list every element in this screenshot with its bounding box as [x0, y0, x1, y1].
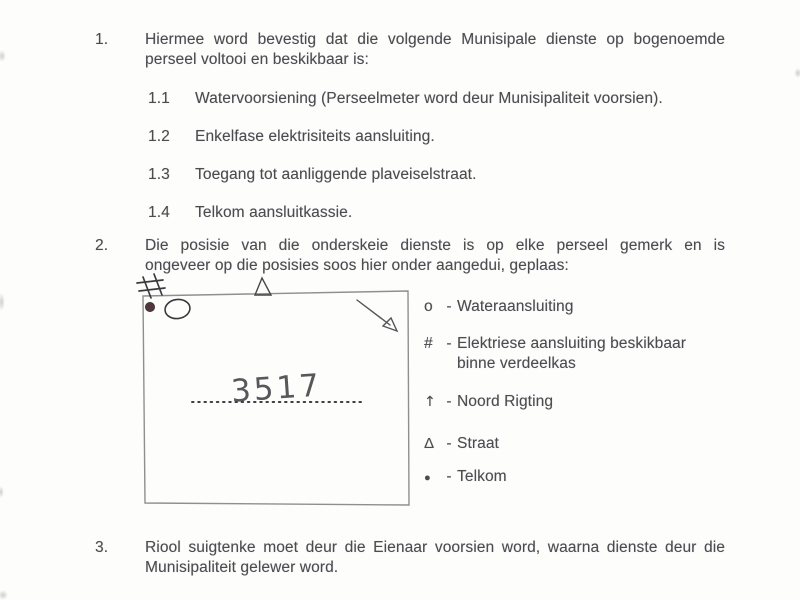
legend-dash: -	[446, 335, 452, 352]
clause-2-line-2: ongeveer op die posisies soos hier onder aangedui, geplaas:	[145, 257, 569, 274]
sub-clause-1-3-number: 1.3	[148, 166, 170, 183]
legend-label-water: Wateraansluiting	[457, 298, 574, 315]
clause-3-paragraph	[145, 538, 725, 578]
legend-dash: -	[446, 298, 452, 315]
scan-artifact	[0, 293, 5, 311]
stand-number-handwritten: 3517	[229, 367, 324, 410]
sub-clause-row	[148, 127, 725, 147]
clause-3-line-1: Riool suigtenke moet deur die Eienaar voorsien word, waarna dienste deur die	[145, 539, 725, 556]
hash-symbol: #	[424, 335, 433, 352]
filled-dot-symbol: ●	[424, 472, 431, 484]
clause-1-number: 1.	[95, 31, 109, 48]
legend-label-telkom: Telkom	[457, 468, 507, 485]
clause-2-line-1: Die posisie van die onderskeie dienste is op elke perseel gemerk en is	[145, 237, 725, 254]
legend-label-street: Straat	[457, 435, 499, 452]
legend-dash: -	[446, 435, 452, 452]
legend-dash: -	[446, 393, 452, 410]
parcel-diagram	[130, 270, 420, 515]
clause-3-number: 3.	[95, 539, 109, 556]
clause-3-line-2: Munisipaliteit gelewer word.	[145, 559, 339, 576]
scan-artifact	[0, 590, 8, 600]
legend-dash: -	[446, 468, 452, 485]
north-arrow-symbol: ↑	[424, 394, 436, 410]
water-circle-symbol: o	[424, 298, 433, 315]
sub-clause-1-4-text: Telkom aansluitkassie.	[195, 204, 353, 221]
legend-row-north	[424, 392, 744, 412]
scan-artifact	[0, 50, 6, 62]
legend-label-north: Noord Rigting	[457, 393, 554, 410]
street-triangle-marker	[255, 278, 271, 295]
sub-clause-1-2-text: Enkelfase elektrisiteits aansluiting.	[195, 128, 435, 145]
legend-electrical-line-1: Elektriese aansluiting beskikbaar	[457, 335, 687, 352]
sub-clause-1-4-number: 1.4	[148, 204, 170, 221]
legend-row-electrical	[424, 334, 744, 374]
scan-artifact	[794, 68, 800, 78]
legend-row-telkom	[424, 467, 744, 487]
north-arrow	[357, 300, 397, 331]
clause-2-number: 2.	[95, 237, 109, 254]
clause-1-paragraph	[145, 30, 725, 70]
sub-clause-1-1-text: Watervoorsiening (Perseelmeter word deur Munisipaliteit voorsien).	[195, 90, 663, 107]
hash-mark-handwritten	[137, 274, 165, 298]
water-circle	[164, 298, 191, 320]
telkom-dot	[145, 302, 154, 311]
sub-clause-row	[148, 89, 725, 109]
sub-clause-1-1-number: 1.1	[148, 90, 170, 107]
legend-label-electrical	[457, 334, 744, 374]
sub-clause-1-3-text: Toegang tot aanliggende plaveiselstraat.	[195, 166, 477, 183]
sub-clause-row	[148, 165, 725, 185]
legend-row-street	[424, 434, 744, 454]
triangle-symbol: Δ	[424, 435, 435, 452]
scan-artifact	[0, 486, 4, 498]
sub-clause-row	[148, 203, 725, 223]
legend-row-water	[424, 297, 744, 317]
legend-electrical-line-2: binne verdeelkas	[457, 355, 576, 372]
sub-clause-1-2-number: 1.2	[148, 128, 170, 145]
clause-1-line-2: perseel voltooi en beskikbaar is:	[145, 51, 369, 68]
clause-1-line-1: Hiermee word bevestig dat die volgende Munisipale dienste op bogenoemde	[145, 31, 725, 48]
